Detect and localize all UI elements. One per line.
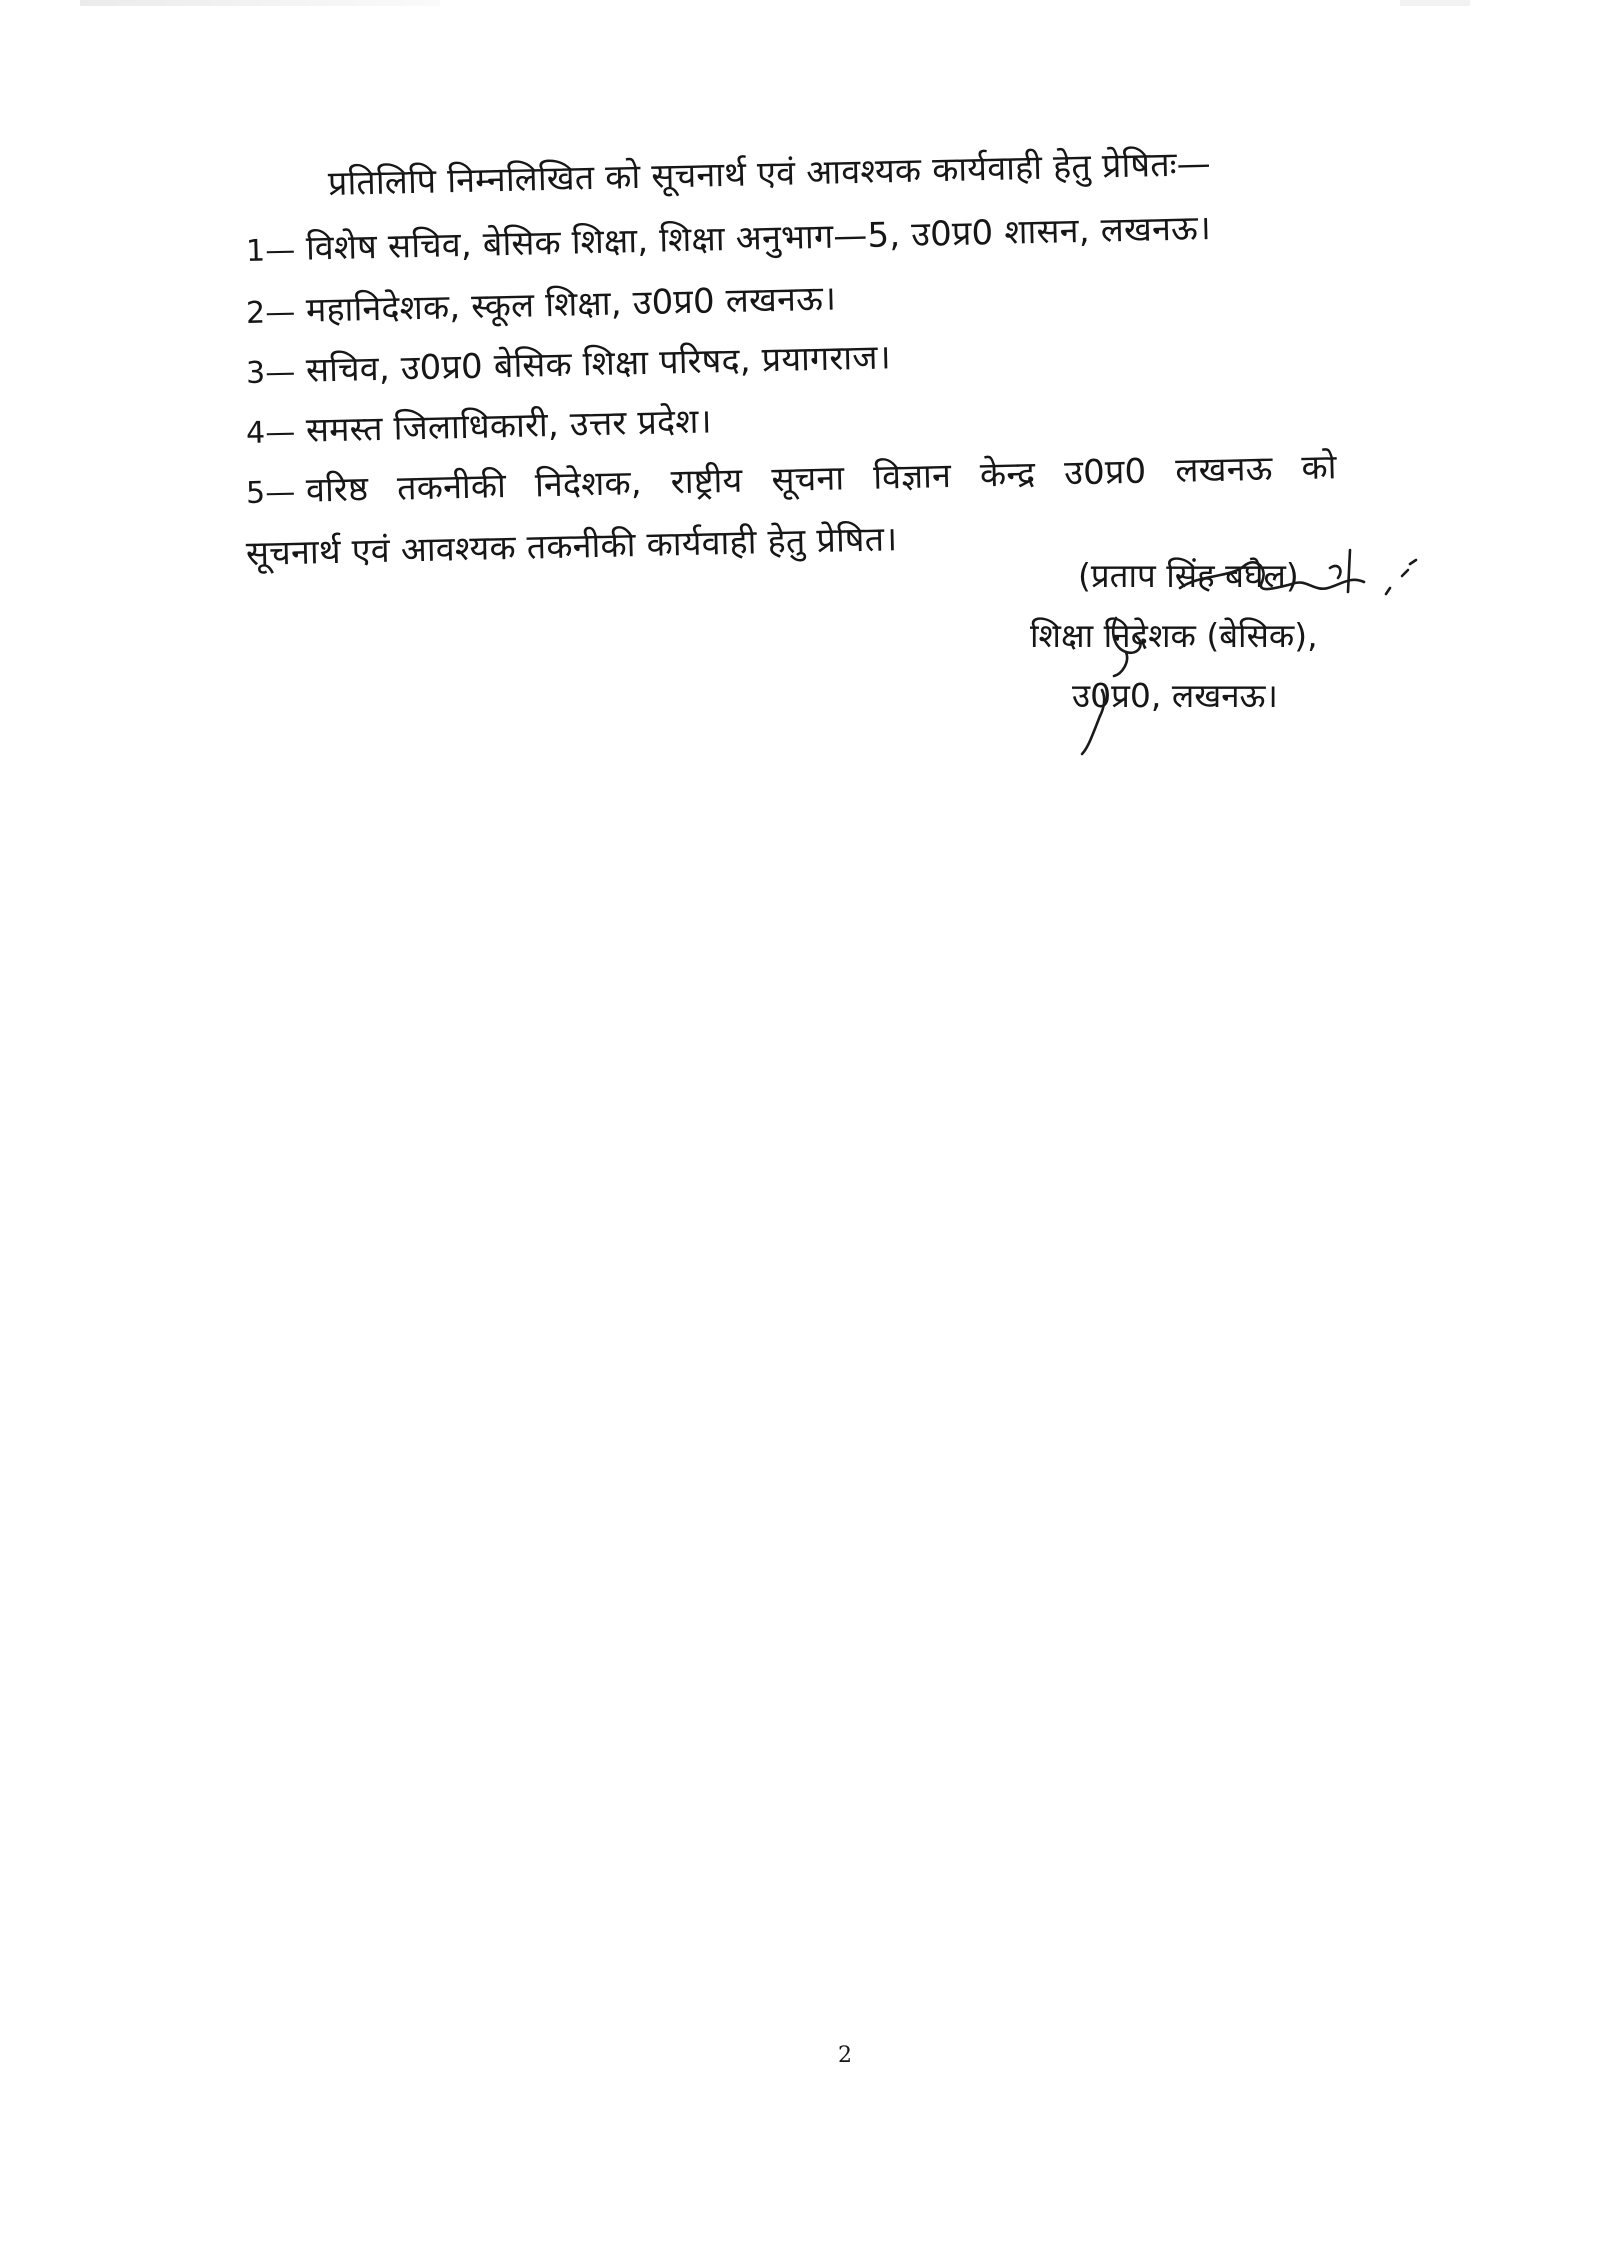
- recipient-text: महानिदेशक, स्कूल शिक्षा, उ0प्र0 लखनऊ।: [305, 278, 837, 331]
- recipient-number: 1—: [245, 232, 296, 269]
- recipient-text-continuation: सूचनार्थ एवं आवश्यक तकनीकी कार्यवाही हेतु प्रेषित।: [245, 519, 898, 574]
- copy-to-intro: प्रतिलिपि निम्नलिखित को सूचनार्थ एवं आवश्यक कार्यवाही हेतु प्रेषितः—: [327, 143, 1212, 204]
- recipient-item: [245, 445, 1366, 516]
- recipient-text: समस्त जिलाधिकारी, उत्तर प्रदेश।: [305, 401, 713, 451]
- recipient-number: 3—: [245, 354, 296, 391]
- recipient-text: सचिव, उ0प्र0 बेसिक शिक्षा परिषद, प्रयागराज।: [305, 337, 892, 391]
- recipient-number: 2—: [245, 294, 296, 331]
- signatory-name: (प्रताप सिंह बघेल): [1078, 556, 1299, 595]
- recipient-number: 4—: [245, 414, 296, 451]
- recipient-text: वरिष्ठ तकनीकी निदेशक, राष्ट्रीय सूचना विज्ञान केन्द्र उ0प्र0 लखनऊ को: [305, 447, 1338, 511]
- signatory-place: उ0प्र0, लखनऊ।: [1072, 676, 1278, 715]
- recipient-item: [245, 206, 1211, 274]
- recipient-item: [245, 399, 712, 456]
- recipient-number: 5—: [245, 474, 296, 511]
- recipient-text: विशेष सचिव, बेसिक शिक्षा, शिक्षा अनुभाग—5, उ0प्र0 शासन, लखनऊ।: [305, 208, 1212, 269]
- scan-edge-mark: [80, 0, 440, 6]
- recipient-item: [245, 277, 836, 336]
- recipient-item: [245, 335, 891, 396]
- page-number: 2: [838, 2043, 852, 2068]
- signature-block: [1030, 555, 1450, 765]
- scan-edge-mark: [1400, 0, 1470, 6]
- signatory-designation: शिक्षा निदेशक (बेसिक),: [1030, 616, 1318, 655]
